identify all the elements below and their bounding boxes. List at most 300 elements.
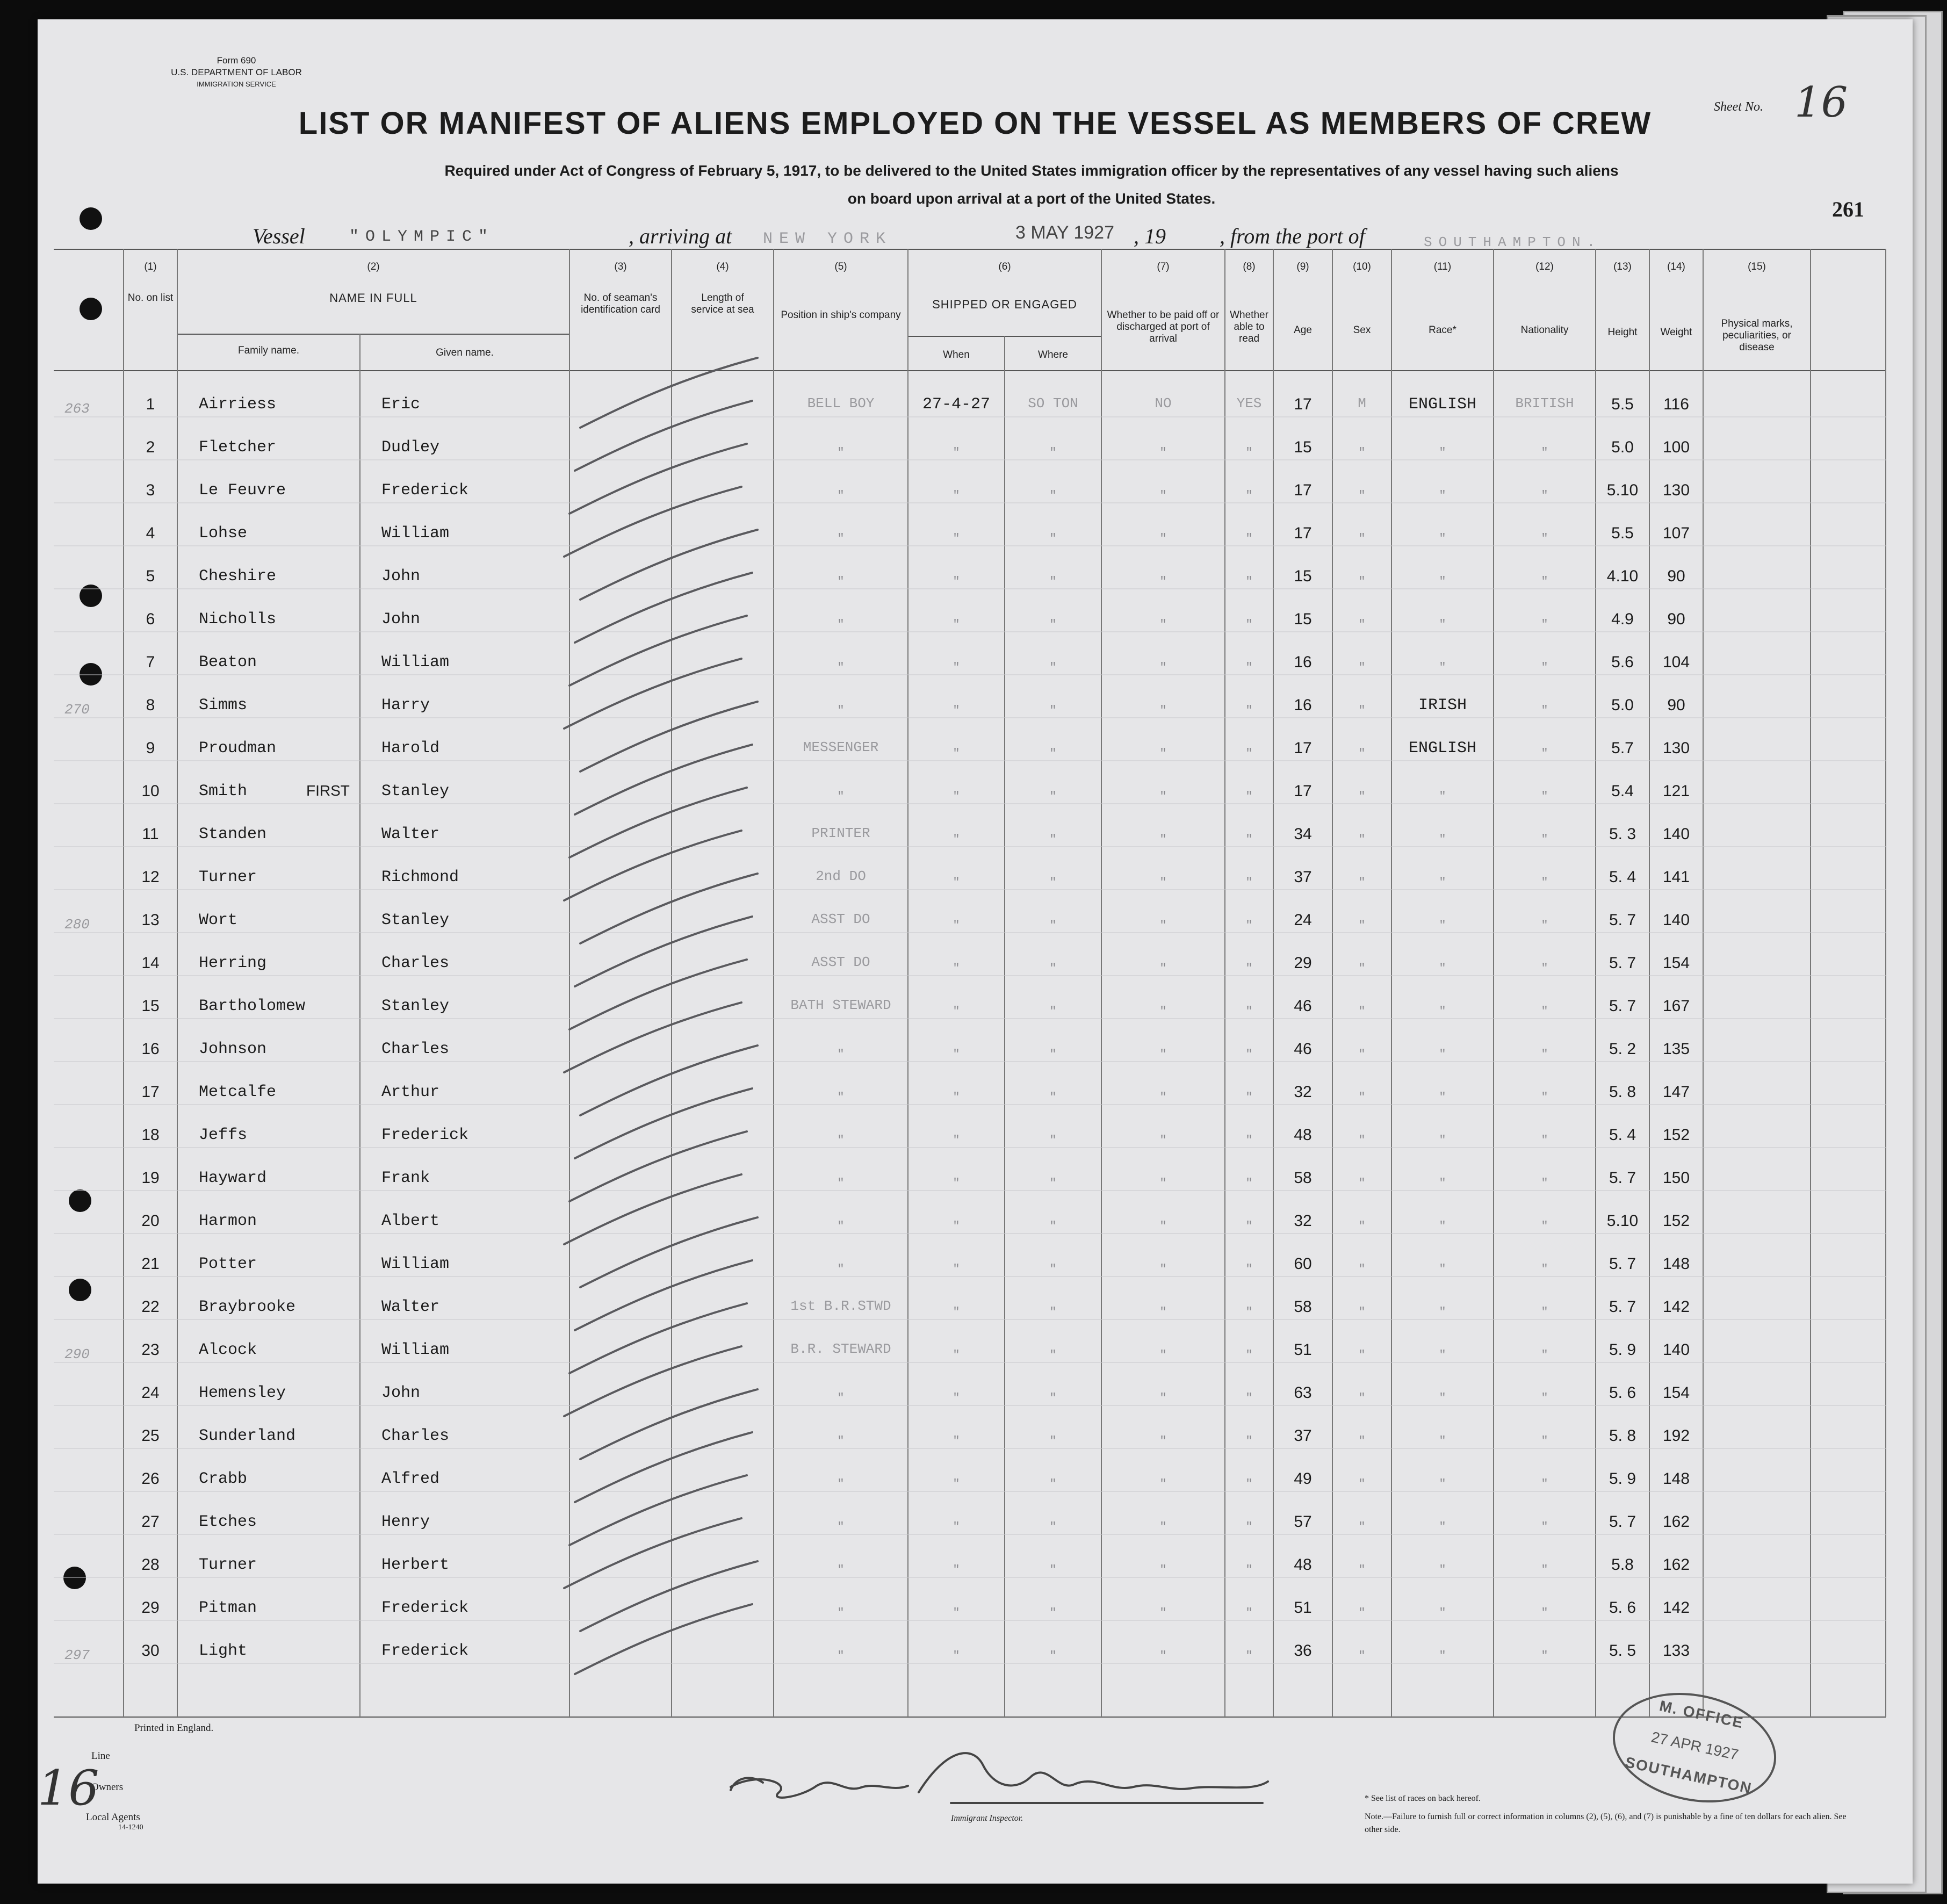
position-ditto: "	[837, 1091, 845, 1104]
race-ditto: "	[1439, 1134, 1446, 1147]
sex-ditto: "	[1358, 489, 1366, 502]
col-15-header: Physical marks, peculiarities, or disease	[1721, 318, 1793, 353]
col-4-number: (4)	[716, 261, 729, 272]
col-13-number: (13)	[1613, 261, 1632, 272]
race-ditto: "	[1439, 1606, 1446, 1620]
shipped-when-ditto: "	[953, 446, 960, 459]
able-to-read-ditto: "	[1245, 1649, 1253, 1663]
col-5-header: Position in ship's company	[781, 309, 901, 321]
age: 17	[1294, 739, 1312, 757]
sex-ditto: "	[1358, 1048, 1366, 1061]
stamp-city: SOUTHAMPTON	[1624, 1754, 1754, 1797]
nationality-ditto: "	[1541, 919, 1548, 932]
paid-off-ditto: "	[1159, 876, 1167, 889]
age: 16	[1294, 653, 1312, 671]
row-number: 19	[141, 1169, 160, 1187]
able-to-read-ditto: "	[1245, 1391, 1253, 1405]
given-name: Charles	[381, 1427, 450, 1445]
position-ditto: "	[837, 1520, 845, 1534]
height: 5.6	[1611, 653, 1634, 671]
given-name: Charles	[381, 1040, 450, 1058]
able-to-read-ditto: "	[1245, 1520, 1253, 1534]
row-number: 24	[141, 1384, 160, 1402]
col-1-number: (1)	[144, 261, 157, 272]
race-ditto: "	[1439, 790, 1446, 803]
race-ditto: "	[1439, 575, 1446, 588]
shipped-where-ditto: "	[1049, 446, 1057, 459]
page-number: 261	[1832, 197, 1864, 221]
shipped-when: 27-4-27	[922, 395, 991, 414]
row-number: 22	[141, 1298, 160, 1316]
family-name: Simms	[199, 696, 248, 715]
height: 5.5	[1611, 524, 1634, 542]
able-to-read-ditto: "	[1245, 1091, 1253, 1104]
weight: 90	[1667, 567, 1685, 585]
able-to-read-ditto: "	[1245, 704, 1253, 717]
age: 17	[1294, 782, 1312, 800]
year-label: , 19	[1134, 224, 1166, 248]
nationality-ditto: "	[1541, 876, 1548, 889]
family-name: Wort	[199, 911, 238, 929]
paid-off-ditto: "	[1159, 1348, 1167, 1362]
race-ditto: "	[1439, 532, 1446, 545]
paid-off-ditto: "	[1159, 919, 1167, 932]
row-number: 1	[146, 395, 155, 413]
weight: 154	[1662, 1384, 1690, 1402]
form-number: Form 690	[217, 55, 256, 66]
race-ditto: "	[1439, 661, 1446, 674]
height: 5. 7	[1609, 954, 1636, 972]
given-name: John	[381, 567, 421, 586]
from-port: SOUTHAMPTON.	[1424, 234, 1602, 250]
weight: 90	[1667, 610, 1685, 628]
shipped-where-ditto: "	[1049, 489, 1057, 502]
given-name: Stanley	[381, 911, 450, 929]
given-name: Stanley	[381, 782, 450, 800]
nationality-ditto: "	[1541, 1477, 1548, 1491]
race-ditto: "	[1439, 1005, 1446, 1018]
able-to-read-ditto: "	[1245, 532, 1253, 545]
paid-off-ditto: "	[1159, 446, 1167, 459]
weight: 192	[1662, 1427, 1690, 1445]
row-number: 21	[141, 1255, 160, 1273]
age: 46	[1294, 997, 1312, 1015]
position: PRINTER	[811, 825, 870, 841]
shipped-when-ditto: "	[953, 962, 960, 975]
col-10-number: (10)	[1353, 261, 1371, 272]
weight: 142	[1662, 1298, 1690, 1316]
col-6-where-header: Where	[1038, 349, 1068, 360]
age: 15	[1294, 610, 1312, 628]
height: 5.4	[1611, 782, 1634, 800]
given-name: William	[381, 524, 450, 543]
position-ditto: "	[837, 1606, 845, 1620]
height: 5. 9	[1609, 1341, 1636, 1359]
race-ditto: "	[1439, 1091, 1446, 1104]
race-ditto: "	[1439, 1649, 1446, 1663]
age: 17	[1294, 481, 1312, 499]
line-label: Line	[91, 1750, 110, 1762]
position: ASST DO	[811, 954, 870, 970]
given-name: Henry	[381, 1513, 430, 1531]
shipped-when-ditto: "	[953, 1434, 960, 1448]
paid-off-ditto: "	[1159, 833, 1167, 846]
col-3-header: No. of seaman's identification card	[581, 292, 660, 315]
height: 5. 6	[1609, 1384, 1636, 1402]
shipped-when-ditto: "	[953, 1005, 960, 1018]
able-to-read-ditto: "	[1245, 446, 1253, 459]
paid-off-ditto: "	[1159, 1048, 1167, 1061]
shipped-when-ditto: "	[953, 790, 960, 803]
height: 5.7	[1611, 739, 1634, 757]
department: U.S. DEPARTMENT OF LABOR	[171, 67, 302, 77]
family-name: Alcock	[199, 1341, 257, 1359]
row-number: 3	[146, 481, 155, 499]
position-ditto: "	[837, 1477, 845, 1491]
shipped-when-ditto: "	[953, 1306, 960, 1319]
paid-off-ditto: "	[1159, 1649, 1167, 1663]
height: 5. 7	[1609, 1513, 1636, 1531]
row-number: 9	[146, 739, 155, 757]
sex-ditto: "	[1358, 919, 1366, 932]
race-ditto: "	[1439, 1391, 1446, 1405]
row-number: 15	[141, 997, 160, 1015]
sex-ditto: "	[1358, 1477, 1366, 1491]
sex-ditto: "	[1358, 1649, 1366, 1663]
able-to-read-ditto: "	[1245, 1177, 1253, 1190]
col-11-header: Race*	[1429, 324, 1456, 336]
shipped-where-ditto: "	[1049, 1220, 1057, 1233]
age: 16	[1294, 696, 1312, 714]
family-name: Turner	[199, 1556, 257, 1574]
paid-off-ditto: "	[1159, 1563, 1167, 1577]
shipped-where-ditto: "	[1049, 790, 1057, 803]
family-name: Metcalfe	[199, 1083, 277, 1101]
given-name: Frederick	[381, 481, 469, 500]
race-ditto: "	[1439, 1177, 1446, 1190]
sex: M	[1358, 395, 1366, 412]
row-number: 5	[146, 567, 155, 585]
col-12-number: (12)	[1535, 261, 1554, 272]
race-ditto: "	[1439, 1348, 1446, 1362]
height: 5. 4	[1609, 1126, 1636, 1144]
shipped-when-ditto: "	[953, 1477, 960, 1491]
weight: 154	[1662, 954, 1690, 972]
given-name: Harry	[381, 696, 430, 715]
age: 15	[1294, 438, 1312, 456]
family-name: Harmon	[199, 1212, 257, 1230]
weight: 140	[1662, 825, 1690, 843]
age: 32	[1294, 1212, 1312, 1230]
shipped-when-ditto: "	[953, 1520, 960, 1534]
shipped-where-ditto: "	[1049, 1306, 1057, 1319]
sex-ditto: "	[1358, 1520, 1366, 1534]
able-to-read-ditto: "	[1245, 1434, 1253, 1448]
col-6-number: (6)	[998, 261, 1011, 272]
race-ditto: "	[1439, 446, 1446, 459]
able-to-read-ditto: "	[1245, 618, 1253, 631]
given-name: Herbert	[381, 1556, 450, 1574]
paid-off-ditto: "	[1159, 1005, 1167, 1018]
race-ditto: "	[1439, 876, 1446, 889]
sex-ditto: "	[1358, 876, 1366, 889]
given-name: Arthur	[381, 1083, 440, 1101]
paid-off-ditto: "	[1159, 1091, 1167, 1104]
form-code: 14-1240	[118, 1823, 143, 1831]
age: 49	[1294, 1470, 1312, 1488]
paid-off-ditto: "	[1159, 962, 1167, 975]
nationality-ditto: "	[1541, 1606, 1548, 1620]
nationality-ditto: "	[1541, 704, 1548, 717]
given-name: Dudley	[381, 438, 440, 457]
race-ditto: "	[1439, 1220, 1446, 1233]
sex-ditto: "	[1358, 1434, 1366, 1448]
weight: 142	[1662, 1599, 1690, 1617]
able-to-read-ditto: "	[1245, 962, 1253, 975]
height: 5. 2	[1609, 1040, 1636, 1058]
row-number: 6	[146, 610, 155, 628]
arriving-port: NEW YORK	[763, 230, 892, 248]
height: 4.9	[1611, 610, 1634, 628]
col-3-number: (3)	[614, 261, 627, 272]
able-to-read-ditto: "	[1245, 876, 1253, 889]
col-8-number: (8)	[1243, 261, 1256, 272]
service: IMMIGRATION SERVICE	[197, 80, 276, 88]
age: 51	[1294, 1599, 1312, 1617]
position-ditto: "	[837, 1391, 845, 1405]
col-1-header: No. on list	[127, 292, 174, 304]
inspector-label: Immigrant Inspector.	[951, 1814, 1023, 1823]
given-name: Richmond	[381, 868, 459, 886]
shipped-where-ditto: "	[1049, 1048, 1057, 1061]
from-label: , from the port of	[1220, 224, 1365, 248]
family-name: Johnson	[199, 1040, 267, 1058]
col-13-header: Height	[1607, 327, 1638, 338]
given-name: Frederick	[381, 1599, 469, 1617]
given-name: Frank	[381, 1169, 430, 1187]
weight: 147	[1662, 1083, 1690, 1101]
sex-ditto: "	[1358, 1306, 1366, 1319]
family-name: Herring	[199, 954, 267, 972]
row-number: 10	[141, 782, 160, 800]
row-number: 18	[141, 1126, 160, 1144]
paid-off-ditto: "	[1159, 1477, 1167, 1491]
sex-ditto: "	[1358, 532, 1366, 545]
col-7-header: Whether to be paid off or discharged at port of arrival	[1107, 309, 1220, 344]
position-ditto: "	[837, 661, 845, 674]
weight: 140	[1662, 1341, 1690, 1359]
position-ditto: "	[837, 575, 845, 588]
family-name: Jeffs	[199, 1126, 248, 1144]
col-5-number: (5)	[834, 261, 847, 272]
check-strokes	[564, 358, 758, 1674]
document-title: LIST OR MANIFEST OF ALIENS EMPLOYED ON THE VESSEL AS MEMBERS OF CREW	[298, 106, 1652, 141]
position-ditto: "	[837, 1263, 845, 1276]
row-number: 14	[141, 954, 160, 972]
able-to-read-ditto: "	[1245, 1263, 1253, 1276]
shipped-where-ditto: "	[1049, 618, 1057, 631]
height: 5.5	[1611, 395, 1634, 413]
paid-off-ditto: "	[1159, 704, 1167, 717]
age: 63	[1294, 1384, 1312, 1402]
paid-off-ditto: "	[1159, 1177, 1167, 1190]
row-number: 27	[141, 1513, 160, 1531]
manifest-sheet	[38, 19, 1913, 1884]
race-ditto: "	[1439, 1306, 1446, 1319]
race-ditto: "	[1439, 489, 1446, 502]
position-ditto: "	[837, 1220, 845, 1233]
given-name: Walter	[381, 1298, 440, 1316]
shipped-when-ditto: "	[953, 1091, 960, 1104]
height: 5. 6	[1609, 1599, 1636, 1617]
family-name: Hemensley	[199, 1384, 286, 1402]
age: 15	[1294, 567, 1312, 585]
weight: 130	[1662, 481, 1690, 499]
sex-ditto: "	[1358, 1134, 1366, 1147]
weight: 141	[1662, 868, 1690, 886]
printed-in-england: Printed in England.	[134, 1722, 214, 1734]
age: 37	[1294, 1427, 1312, 1445]
race-ditto: "	[1439, 618, 1446, 631]
shipped-where-ditto: "	[1049, 575, 1057, 588]
race-ditto: "	[1439, 962, 1446, 975]
shipped-when-ditto: "	[953, 1391, 960, 1405]
paid-off-ditto: "	[1159, 1434, 1167, 1448]
penalty-note	[1365, 1811, 1848, 1836]
arriving-label: , arriving at	[629, 224, 732, 248]
position: 1st B.R.STWD	[790, 1298, 891, 1314]
family-name: Standen	[199, 825, 267, 843]
weight: 100	[1662, 438, 1690, 456]
col-2-header: NAME IN FULL	[329, 291, 417, 305]
height: 5. 7	[1609, 997, 1636, 1015]
col-2-given-header: Given name.	[436, 347, 494, 358]
vessel-label: Vessel	[253, 224, 305, 248]
shipped-where-ditto: "	[1049, 1477, 1057, 1491]
able-to-read-ditto: "	[1245, 1477, 1253, 1491]
position-ditto: "	[837, 790, 845, 803]
position-ditto: "	[837, 446, 845, 459]
weight: 162	[1662, 1513, 1690, 1531]
nationality-ditto: "	[1541, 661, 1548, 674]
age: 17	[1294, 395, 1312, 413]
family-name: Nicholls	[199, 610, 277, 629]
able-to-read: YES	[1236, 395, 1262, 412]
nationality-ditto: "	[1541, 532, 1548, 545]
col-14-header: Weight	[1660, 327, 1692, 338]
race: IRISH	[1418, 696, 1467, 715]
row-number: 11	[142, 825, 159, 843]
shipped-where-ditto: "	[1049, 1520, 1057, 1534]
owners-label: Owners	[91, 1782, 124, 1793]
sex-ditto: "	[1358, 1220, 1366, 1233]
race-ditto: "	[1439, 1048, 1446, 1061]
family-name: Airriess	[199, 395, 277, 414]
height: 5. 7	[1609, 1298, 1636, 1316]
col-12-header: Nationality	[1520, 324, 1569, 336]
paid-off-ditto: "	[1159, 747, 1167, 760]
shipped-when-ditto: "	[953, 833, 960, 846]
weight: 90	[1667, 696, 1685, 714]
position-ditto: "	[837, 618, 845, 631]
margin-note: 290	[64, 1346, 90, 1362]
weight: 133	[1662, 1642, 1690, 1660]
shipped-where-ditto: "	[1049, 1134, 1057, 1147]
position-ditto: "	[837, 532, 845, 545]
nationality-ditto: "	[1541, 962, 1548, 975]
family-name: Fletcher	[199, 438, 277, 457]
inspector-signature	[731, 1753, 1268, 1803]
able-to-read-ditto: "	[1245, 1348, 1253, 1362]
row-annotation: FIRST	[306, 782, 350, 799]
shipped-where-ditto: "	[1049, 1348, 1057, 1362]
vessel-name: "OLYMPIC"	[349, 228, 495, 246]
able-to-read-ditto: "	[1245, 1606, 1253, 1620]
age: 24	[1294, 911, 1312, 929]
nationality-ditto: "	[1541, 1005, 1548, 1018]
shipped-when-ditto: "	[953, 876, 960, 889]
given-name: Frederick	[381, 1642, 469, 1660]
row-number: 30	[141, 1642, 160, 1660]
position-ditto: "	[837, 1048, 845, 1061]
sex-ditto: "	[1358, 618, 1366, 631]
nationality-ditto: "	[1541, 790, 1548, 803]
sex-ditto: "	[1358, 1563, 1366, 1577]
paid-off: NO	[1155, 395, 1172, 412]
weight: 107	[1662, 524, 1690, 542]
row-number: 26	[141, 1470, 160, 1488]
age: 48	[1294, 1556, 1312, 1574]
sex-ditto: "	[1358, 833, 1366, 846]
nationality-ditto: "	[1541, 1348, 1548, 1362]
nationality-ditto: "	[1541, 1048, 1548, 1061]
able-to-read-ditto: "	[1245, 489, 1253, 502]
position-ditto: "	[837, 1563, 845, 1577]
nationality-ditto: "	[1541, 618, 1548, 631]
paid-off-ditto: "	[1159, 1520, 1167, 1534]
shipped-where-ditto: "	[1049, 1177, 1057, 1190]
given-name: Eric	[381, 395, 421, 414]
shipped-when-ditto: "	[953, 618, 960, 631]
family-name: Beaton	[199, 653, 257, 672]
col-2-family-header: Family name.	[237, 345, 300, 356]
age: 32	[1294, 1083, 1312, 1101]
nationality-ditto: "	[1541, 833, 1548, 846]
height: 5. 4	[1609, 868, 1636, 886]
stamp-office: M. OFFICE	[1657, 1697, 1746, 1732]
position: ASST DO	[811, 911, 870, 927]
able-to-read-ditto: "	[1245, 661, 1253, 674]
weight: 152	[1662, 1212, 1690, 1230]
col-4-header: Length of service at sea	[691, 292, 754, 315]
family-name: Hayward	[199, 1169, 267, 1187]
col-15-number: (15)	[1748, 261, 1766, 272]
row-number: 2	[146, 438, 155, 456]
note-text: —Failure to furnish full or correct information in columns (2), (5), (6), and (7) is punishable by a fine of ten dollars for each alien. See other side.	[1365, 1812, 1847, 1834]
able-to-read-ditto: "	[1245, 790, 1253, 803]
height: 4.10	[1606, 567, 1639, 585]
paid-off-ditto: "	[1159, 489, 1167, 502]
family-name: Lohse	[199, 524, 248, 543]
shipped-where-ditto: "	[1049, 747, 1057, 760]
row-number: 20	[141, 1212, 160, 1230]
paid-off-ditto: "	[1159, 1134, 1167, 1147]
weight: 167	[1662, 997, 1690, 1015]
height: 5. 7	[1609, 911, 1636, 929]
paid-off-ditto: "	[1159, 661, 1167, 674]
able-to-read-ditto: "	[1245, 1306, 1253, 1319]
able-to-read-ditto: "	[1245, 1005, 1253, 1018]
